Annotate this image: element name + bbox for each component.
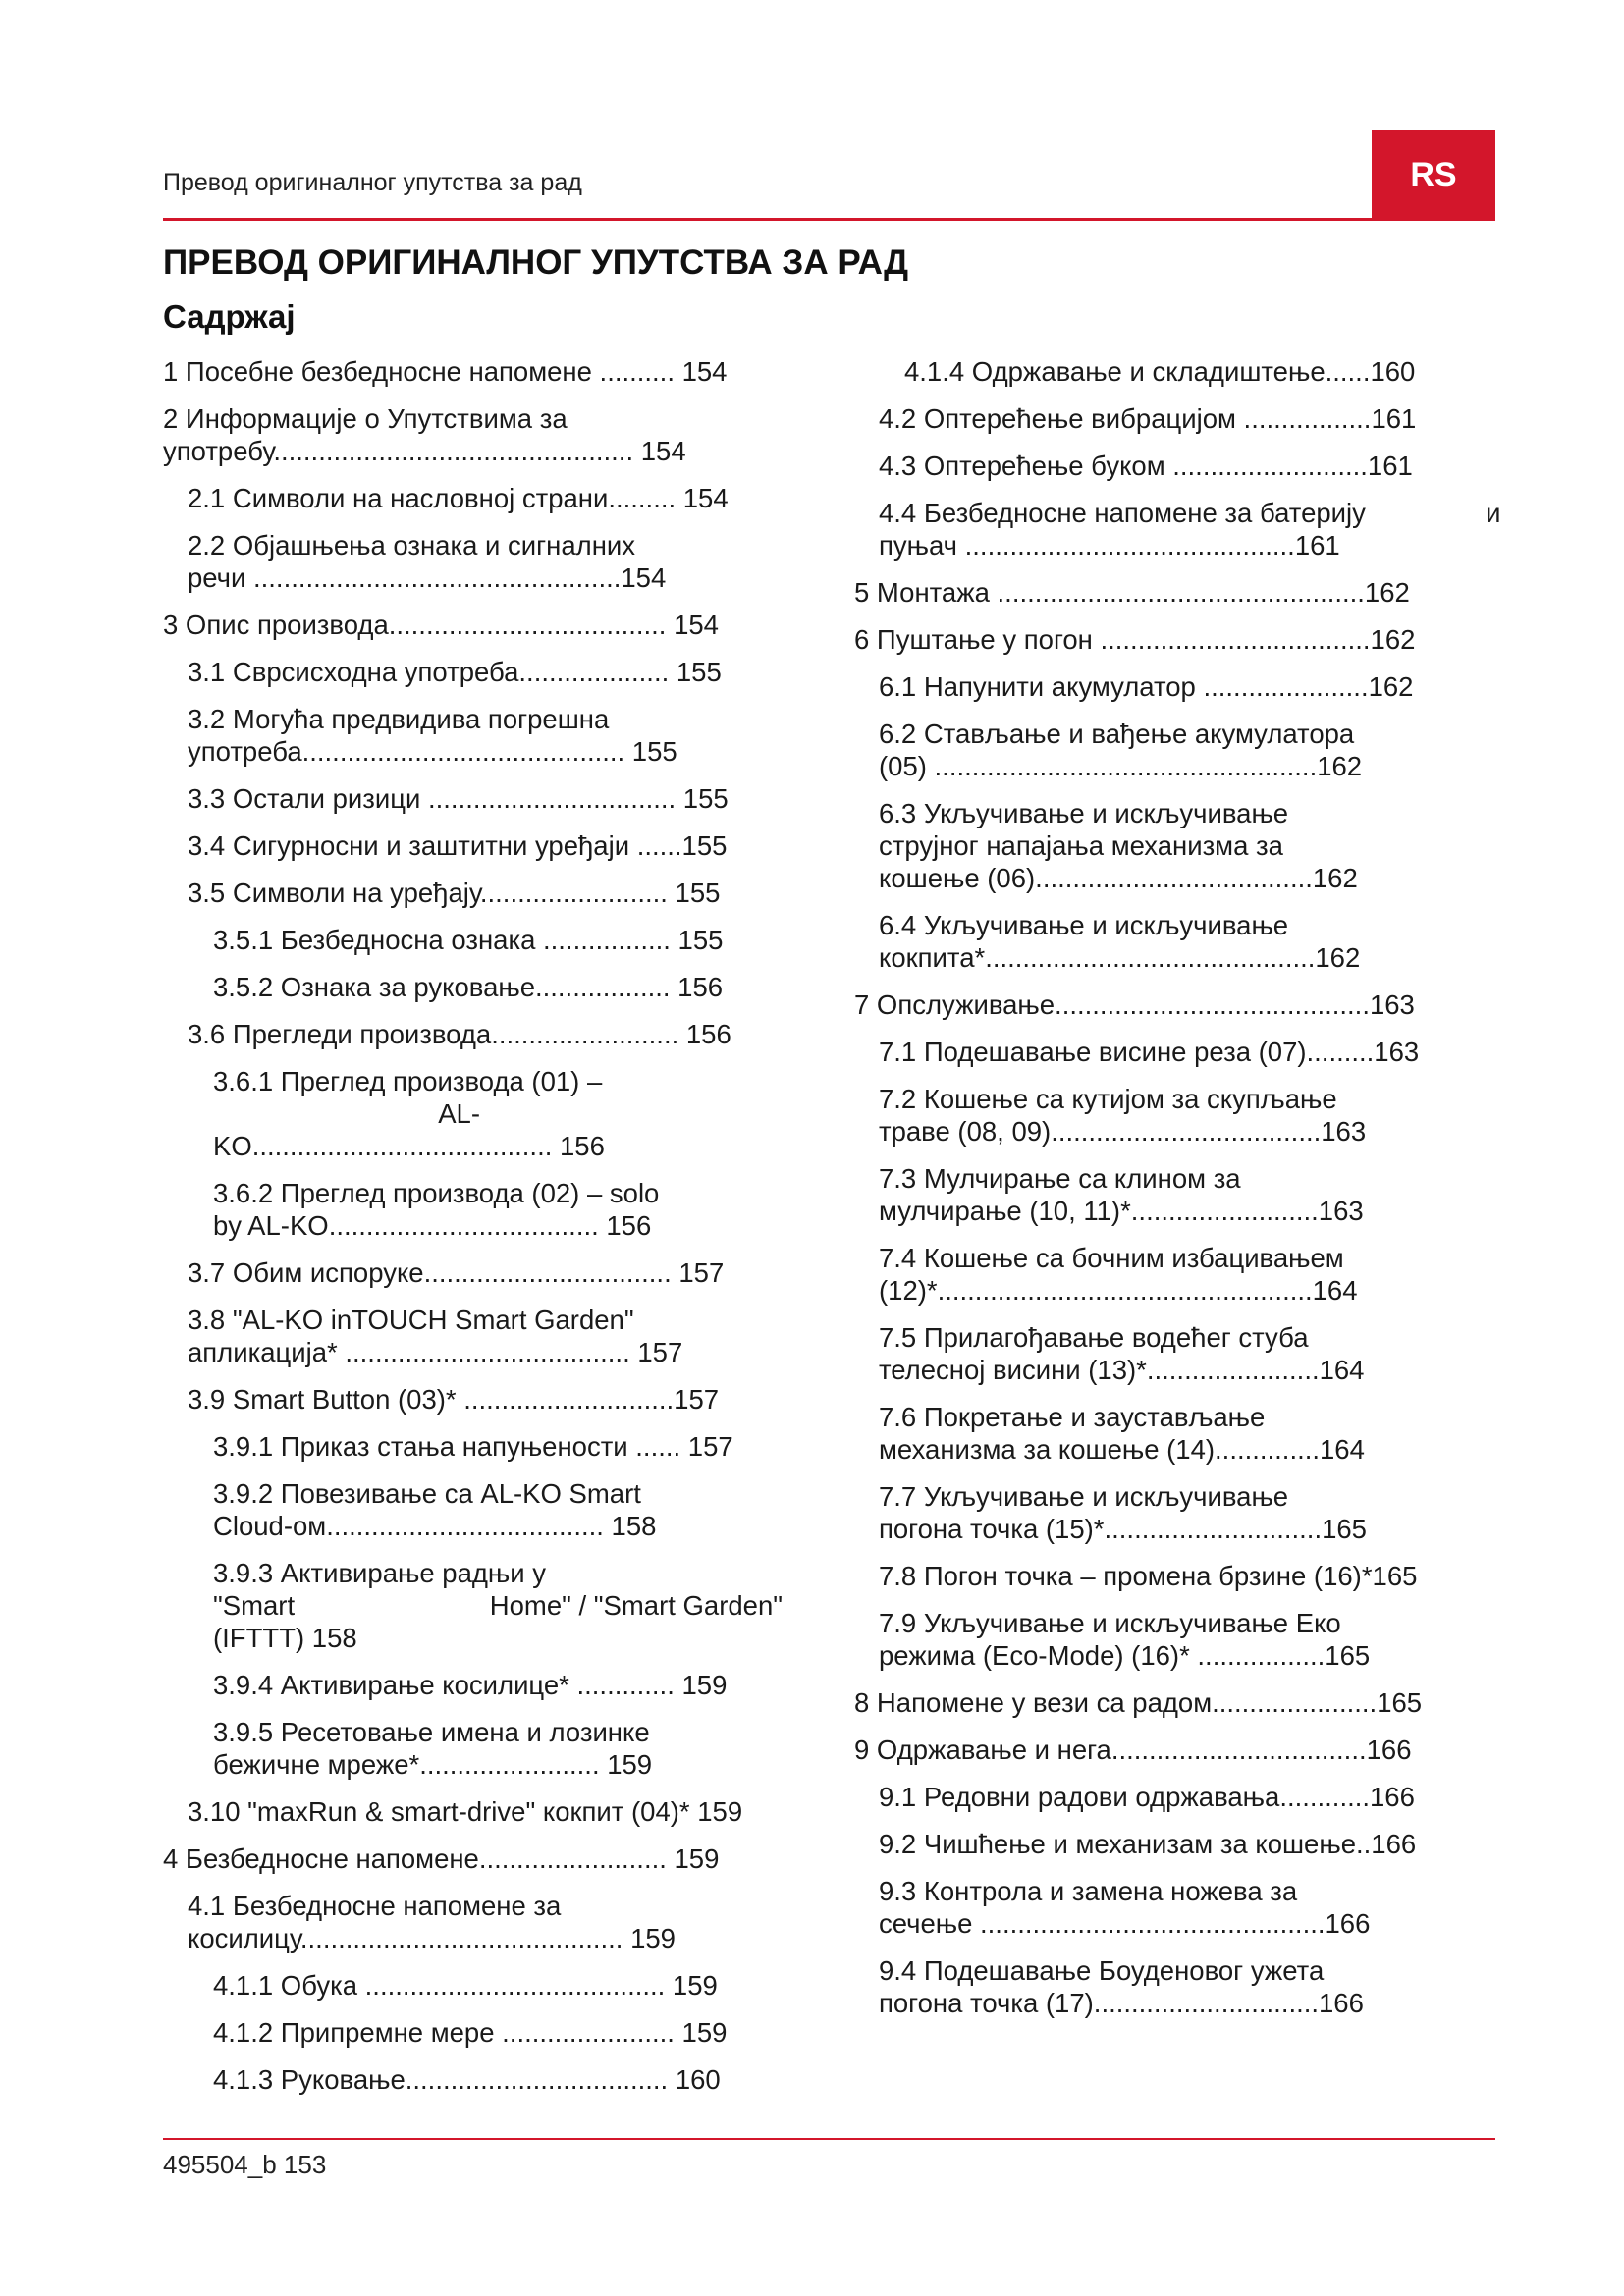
toc-entry[interactable]: 9.4 Подешавање Боуденовог ужета погона точка (17)..............................166 [879,1955,1459,2018]
toc-entry[interactable]: 7.2 Кошење са кутијом за скупљање траве (08, 09)....................................163 [879,1084,1457,1147]
header-rule [163,218,1495,221]
toc-entry[interactable]: 9 Одржавање и нега..................................166 [854,1735,1412,1765]
toc-entry[interactable]: 3.9.2 Повезивање са AL-KO Smart Cloud-ом..................................... 158 [213,1478,806,1541]
toc-entry[interactable]: 7.1 Подешавање висине реза (07).........163 [879,1037,1420,1067]
toc-entry[interactable]: 6.1 Напунити акумулатор ......................162 [879,671,1414,702]
toc-entry[interactable]: 3.9 Smart Button (03)* ............................157 [188,1384,720,1415]
toc-entry[interactable]: 6.3 Укључивање и искључивање струјног напајања механизма за кошење (06).....................................162 [879,798,1469,893]
toc-entry[interactable]: 3.9.3 Активирање радњи у "Smart Home" / "Smart Garden" (IFTTT) 158 [213,1558,784,1653]
toc-entry[interactable]: 4.1.1 Обука ........................................ 159 [213,1970,718,2001]
toc-entry[interactable]: 3.6 Прегледи производа......................... 156 [188,1019,731,1049]
toc-entry[interactable]: 4 Безбедносне напомене......................... 159 [163,1843,720,1874]
toc-entry[interactable]: 4.1.4 Одржавање и складиштење......160 [904,356,1416,387]
toc-entry[interactable]: 4.1.3 Руковање................................... 160 [213,2064,721,2095]
toc-entry[interactable]: 3.7 Обим испоруке................................. 157 [188,1257,725,1288]
toc-entry[interactable]: 1 Посебне безбедносне напомене .......... 154 [163,356,728,387]
toc-entry[interactable]: 3.6.2 Преглед производа (02) – solo by AL-KO.................................... 156 [213,1178,810,1241]
toc-entry[interactable]: 3.9.5 Ресетовање имена и лозинке бежичне мреже*........................ 159 [213,1717,800,1780]
toc-entry[interactable]: 4.1.2 Припремне мере ....................... 159 [213,2017,728,2048]
toc-entry[interactable]: 3.1 Сврсисходна употреба.................... 155 [188,657,722,687]
toc-entry[interactable]: 3.4 Сигурносни и заштитни уређаји ......155 [188,830,728,861]
toc-column-left [163,355,811,2110]
toc-entry[interactable]: 4.3 Оптерећење буком ..........................161 [879,451,1413,481]
toc-entry[interactable]: 7.3 Мулчирање са клином за мулчирање (10, 11)*.........................163 [879,1163,1474,1226]
toc-entry[interactable]: 7.5 Прилагођавање водећег стуба телесној висини (13)*.......................164 [879,1322,1459,1385]
page-footer: 495504_b 153 [163,2150,327,2179]
running-header: Превод оригиналног упутства за рад [163,169,582,196]
toc-entry[interactable]: 3.5 Символи на уређају......................... 155 [188,878,721,908]
toc-entry[interactable]: 5 Монтажа .................................................162 [854,577,1410,608]
toc-column-right [854,355,1502,2034]
toc-entry[interactable]: 2.2 Објашњења ознака и сигналних речи .................................................154 [188,530,771,593]
toc-entry[interactable]: 7.4 Кошење са бочним избацивањем (12)*..................................................164 [879,1243,1464,1306]
toc-entry[interactable]: 3.8 "AL-KO inTOUCH Smart Garden" апликација* ...................................... 157 [188,1305,762,1367]
toc-entry[interactable]: 3.3 Остали ризици ................................. 155 [188,783,729,814]
toc-entry[interactable]: 6 Пуштање у погон ....................................162 [854,624,1416,655]
page-title: ПРЕВОД ОРИГИНАЛНОГ УПУТСТВА ЗА РАД [163,243,909,282]
toc-entry[interactable]: 3.9.1 Приказ стања напуњености ...... 157 [213,1431,733,1462]
language-badge: RS [1372,130,1495,220]
toc-entry[interactable]: 9.3 Контрола и замена ножева за сечење ..............................................166 [879,1876,1455,1939]
toc-entry[interactable]: 7.9 Укључивање и искључивање Еко режима (Eco-Mode) (16)* .................165 [879,1608,1469,1671]
toc-entry[interactable]: 4.2 Оптерећење вибрацијом .................161 [879,403,1417,434]
toc-entry[interactable]: 3.5.1 Безбедносна ознака ................. 155 [213,925,724,955]
toc-entry[interactable]: 7 Опслуживање..........................................163 [854,989,1415,1020]
toc-entry[interactable]: 9.1 Редовни радови одржавања............166 [879,1782,1415,1812]
toc-entry[interactable]: 3 Опис производа..................................... 154 [163,610,719,640]
footer-rule [163,2138,1495,2140]
toc-entry[interactable]: 4.1 Безбедносне напомене за косилицу........................................... 159 [188,1891,809,1953]
toc-entry[interactable]: 8 Напомене у вези са радом......................165 [854,1687,1423,1718]
toc-entry[interactable]: 3.9.4 Активирање косилице* ............. 159 [213,1670,728,1700]
toc-entry[interactable]: 3.10 "maxRun & smart-drive" кокпит (04)* 159 [188,1796,743,1827]
toc-entry[interactable]: 3.2 Могућа предвидива погрешна употреба........................................... 155 [188,704,775,767]
toc-entry[interactable]: 2 Информације о Упутствима за употребу................................................ 154 [163,403,686,466]
toc-entry[interactable]: 6.2 Стављање и вађење акумулатора (05) ...................................................162 [879,719,1460,781]
toc-entry[interactable]: 7.8 Погон точка – промена брзине (16)*165 [879,1561,1418,1591]
toc-heading: Садржај [163,298,296,335]
toc-entry[interactable]: 2.1 Символи на насловној страни......... 154 [188,483,729,513]
toc-entry[interactable]: 7.7 Укључивање и искључивање погона точка (15)*.............................165 [879,1481,1469,1544]
toc-entry[interactable]: 3.5.2 Ознака за руковање.................. 156 [213,972,724,1002]
toc-entry[interactable]: 6.4 Укључивање и искључивање кокпита*............................................162 [879,910,1469,973]
toc-entry[interactable]: 7.6 Покретање и заустављање механизма за кошење (14)..............164 [879,1402,1468,1465]
toc-entry[interactable]: 4.4 Безбедносне напомене за батерију и пуњач ............................................161 [879,498,1501,561]
toc-entry[interactable]: 3.6.1 Преглед производа (01) – AL-KO........................................ 156 [213,1066,605,1161]
toc-entry[interactable]: 9.2 Чишћење и механизам за кошење..166 [879,1829,1417,1859]
